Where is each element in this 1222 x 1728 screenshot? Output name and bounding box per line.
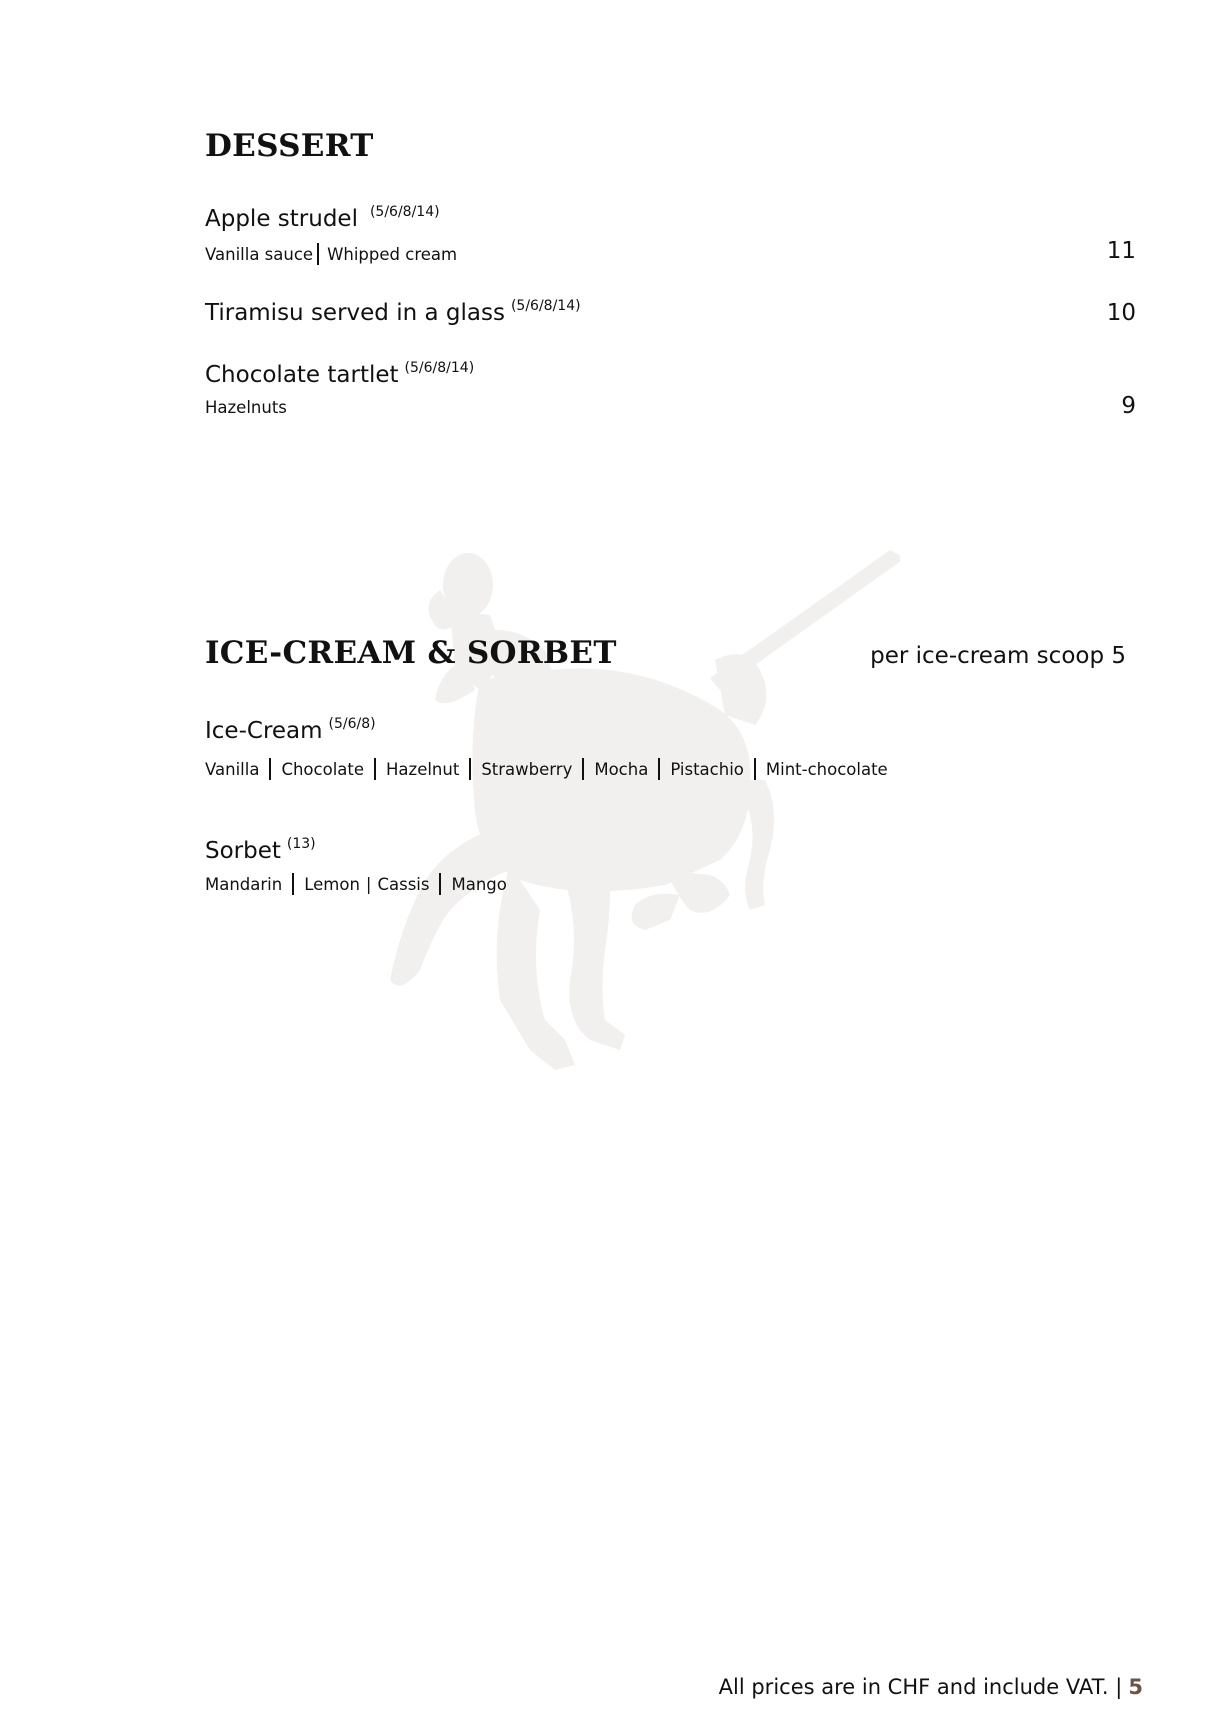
separator <box>582 758 584 780</box>
flavor: Mandarin <box>205 875 283 894</box>
flavor: Chocolate <box>281 760 365 779</box>
separator <box>754 758 756 780</box>
separator <box>317 243 319 265</box>
separator <box>469 758 471 780</box>
description-part: Hazelnuts <box>205 398 287 417</box>
separator <box>439 873 441 895</box>
footer-separator: | <box>1115 1675 1123 1699</box>
flavor-list <box>205 758 888 780</box>
item-description <box>205 243 457 265</box>
item-name: Sorbet <box>205 838 281 864</box>
item-price: 10 <box>1106 300 1136 326</box>
allergen-codes: (5/6/8/14) <box>510 298 581 314</box>
separator <box>292 873 294 895</box>
flavor-list <box>205 873 507 895</box>
footer-note: All prices are in CHF and include VAT. <box>718 1675 1109 1699</box>
item-name: Chocolate tartlet <box>205 362 399 388</box>
separator <box>658 758 660 780</box>
allergen-codes: (5/6/8/14) <box>369 204 440 220</box>
flavor: Pistachio <box>670 760 744 779</box>
menu-item-ice-cream <box>205 716 376 744</box>
allergen-codes: (5/6/8/14) <box>404 360 475 376</box>
footer <box>719 1675 1143 1699</box>
item-description <box>205 398 287 417</box>
separator <box>269 758 271 780</box>
page-number: 5 <box>1128 1675 1143 1699</box>
flavor: Lemon <box>304 875 360 894</box>
item-price: 11 <box>1106 238 1136 264</box>
description-part: Whipped cream <box>327 245 458 264</box>
flavor: Mocha <box>594 760 649 779</box>
flavor: Mint-chocolate <box>765 760 888 779</box>
item-name: Ice-Cream <box>205 718 323 744</box>
menu-item-chocolate-tartlet <box>205 360 474 388</box>
scoop-price: per ice-cream scoop 5 <box>870 643 1126 669</box>
menu-item-tiramisu <box>205 298 581 326</box>
item-price: 9 <box>1121 393 1136 419</box>
flavor: Strawberry <box>481 760 573 779</box>
flavor: Cassis <box>377 875 430 894</box>
flavor: Hazelnut <box>386 760 460 779</box>
allergen-codes: (5/6/8) <box>328 716 376 732</box>
item-name: Tiramisu served in a glass <box>205 300 505 326</box>
section-title-icecream-sorbet: ICE-CREAM & SORBET <box>205 635 617 671</box>
separator: | <box>365 875 372 894</box>
description-part: Vanilla sauce <box>205 245 314 264</box>
menu-item-sorbet <box>205 836 316 864</box>
allergen-codes: (13) <box>286 836 316 852</box>
menu-item-apple-strudel <box>205 204 440 232</box>
separator <box>374 758 376 780</box>
section-title-dessert: DESSERT <box>205 128 374 164</box>
flavor: Vanilla <box>205 760 260 779</box>
item-name: Apple strudel <box>205 206 358 232</box>
flavor: Mango <box>451 875 507 894</box>
